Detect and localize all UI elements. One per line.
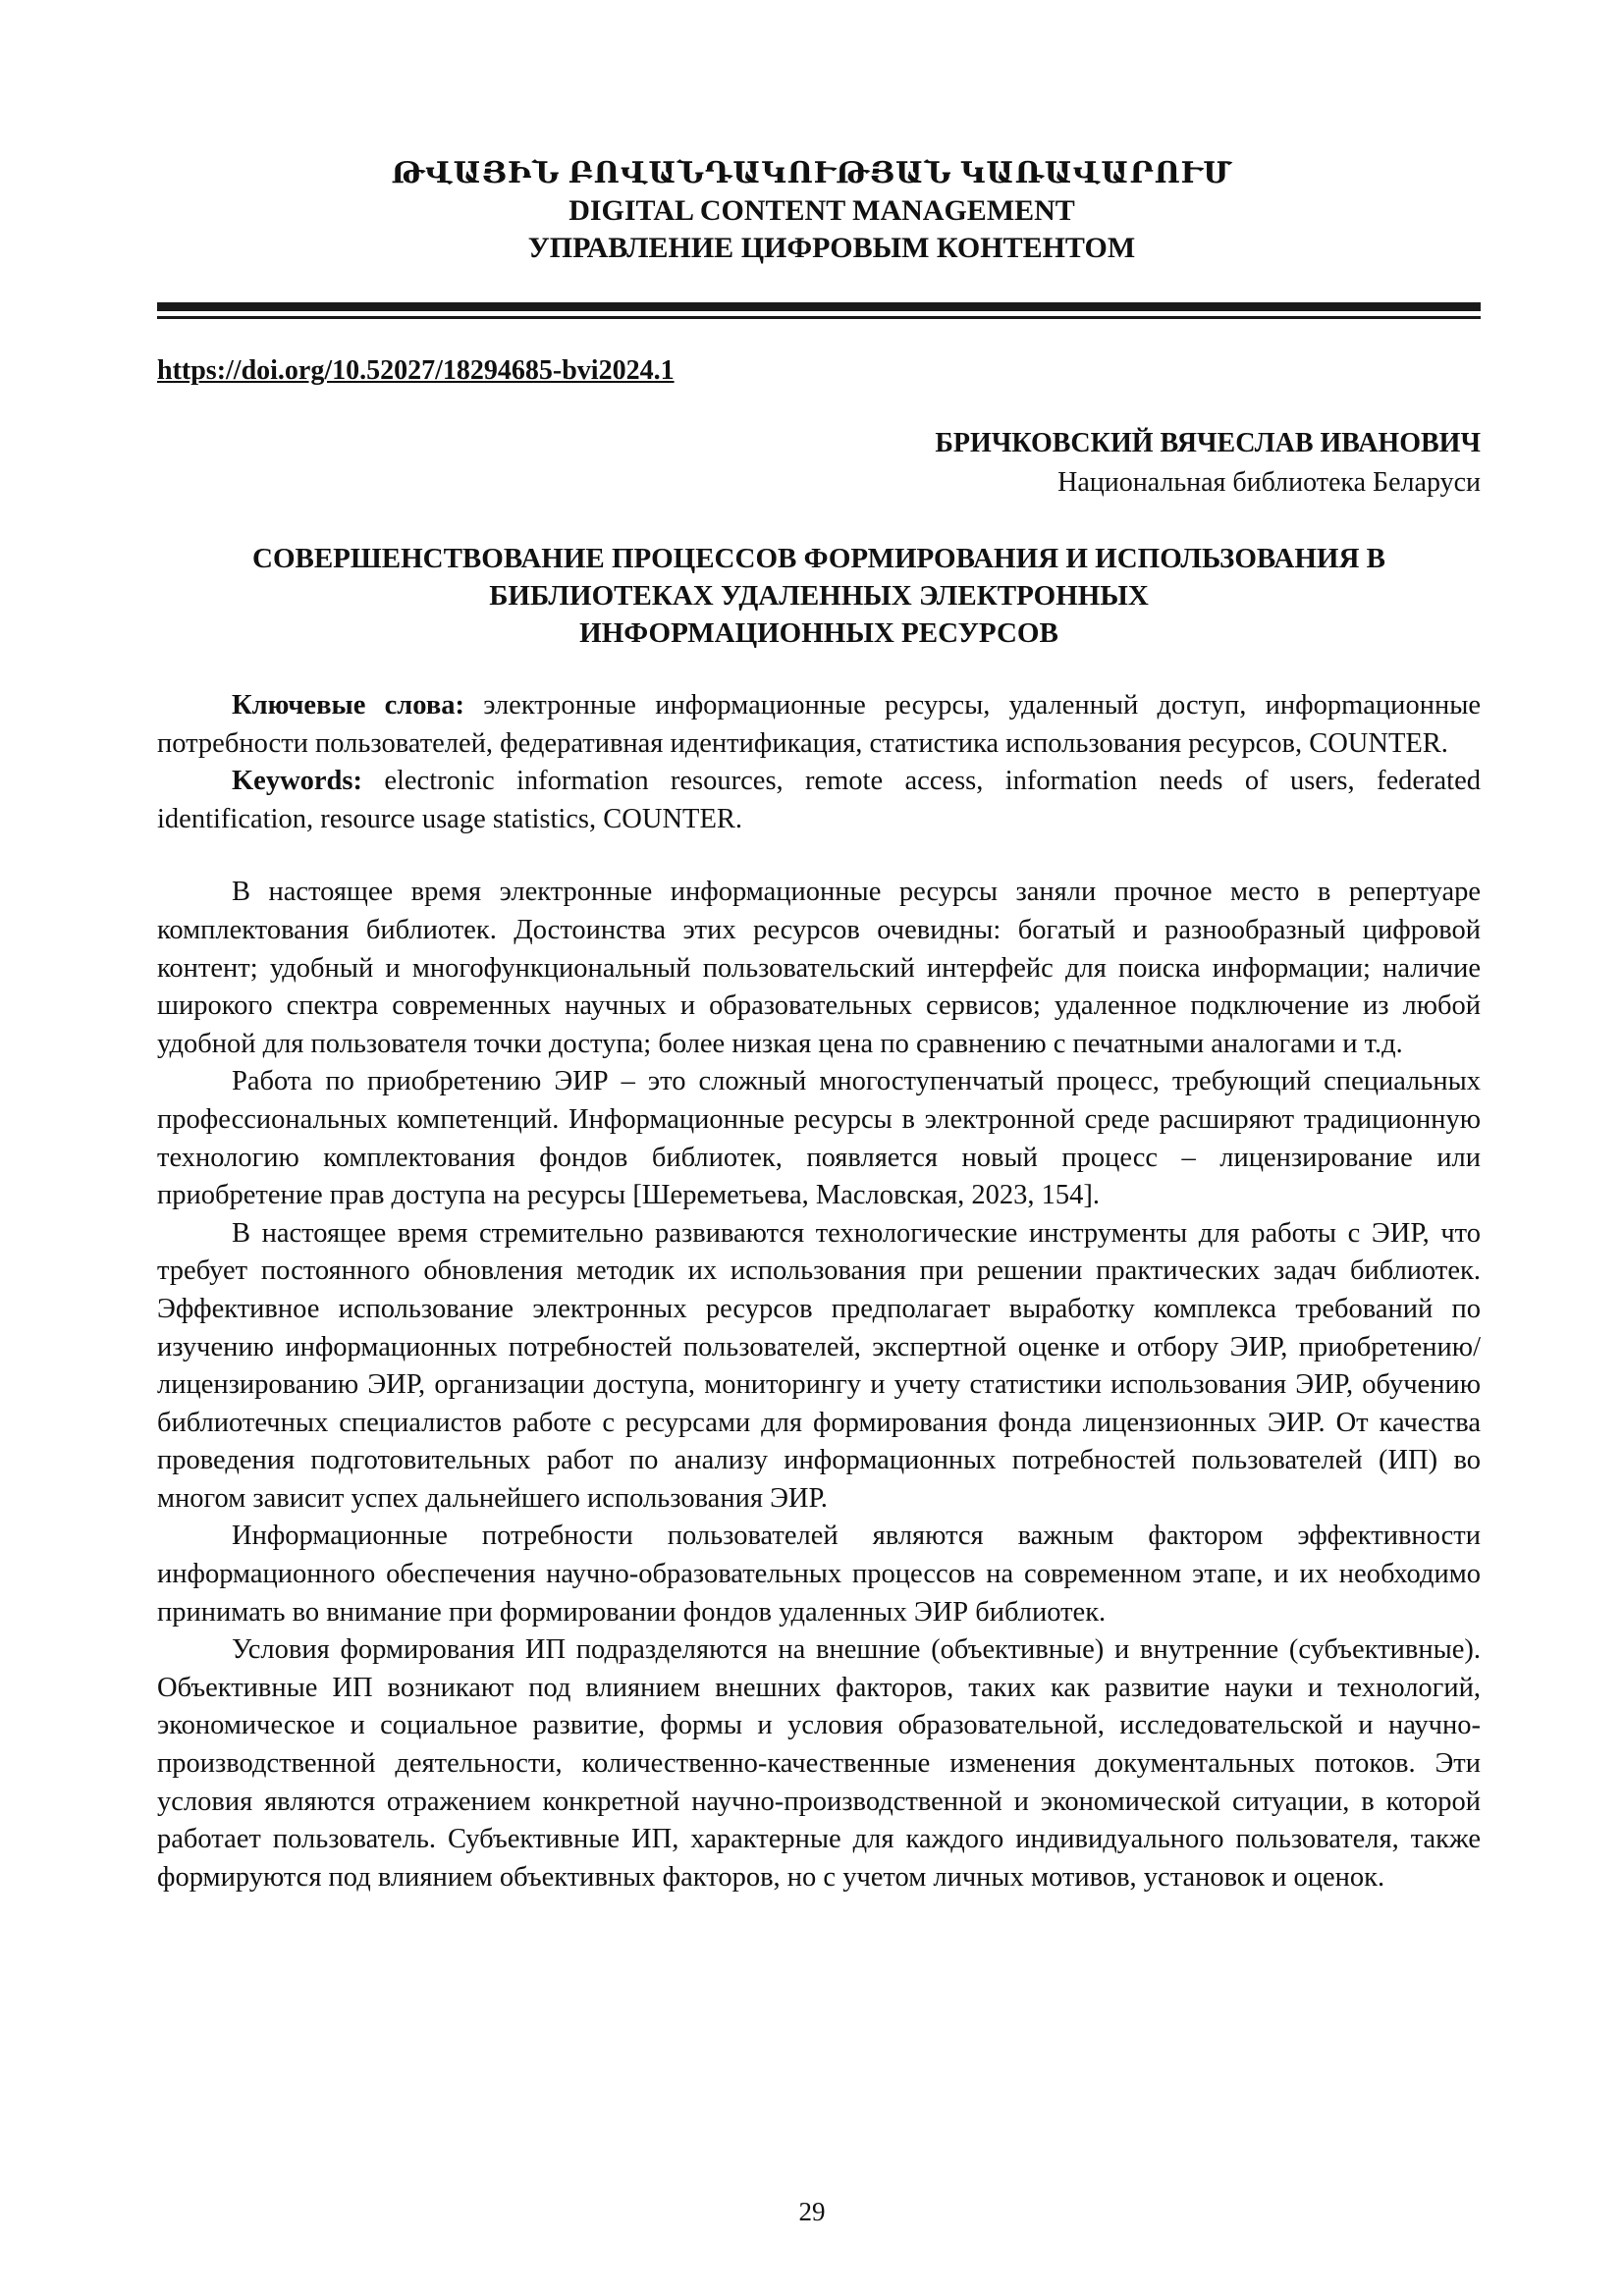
section-title-russian: УПРАВЛЕНИЕ ЦИФРОВЫМ КОНТЕНТОМ [527, 232, 1136, 264]
author-name: БРИЧКОВСКИЙ ВЯЧЕСЛАВ ИВАНОВИЧ [935, 428, 1481, 458]
body-paragraph: В настоящее время стремительно развиваются технологические инструменты для работы с ЭИР, что требует постоянного обновления методик их использования при решении практических задач библиотек. Эффективное использование электронных ресурсов предполагает выработку комплекса требований по изучению информационных потребностей пользователей, экспертной оценке и отбору ЭИР, приобретению/лицензированию ЭИР, организации доступа, мониторингу и учету статистики использования ЭИР, обучению библиотечных специалистов работе с ресурсами для формирования фонда лицензионных ЭИР. От качества проведения подготовительных работ по анализу информационных потребностей пользователей (ИП) во многом зависит успех дальнейшего использования ЭИР. [157, 1217, 1481, 1514]
page-number: 29 [798, 2197, 826, 2226]
body-paragraph: Работа по приобретению ЭИР – это сложный многоступенчатый процесс, требующий специальных профессиональных компетенций. Информационные ресурсы в электронной среде расширяют традиционную технологию комплектования фондов библиотек, появляется новый процесс – лицензирование или приобретение прав доступа на ресурсы [Шереметьева, Масловская, 2023, 154]. [157, 1066, 1481, 1211]
author-affiliation: Национальная библиотека Беларуси [1057, 467, 1481, 498]
section-title-english: DIGITAL CONTENT MANAGEMENT [568, 194, 1075, 227]
header-divider-thin [157, 316, 1481, 319]
keywords-text: electronic information resources, remote access, information needs of users, federated identification, resource usage statistics, COUNTER. [157, 766, 1481, 834]
keywords-english [157, 763, 1481, 838]
body-paragraph: Условия формирования ИП подразделяются на внешние (объективные) и внутренние (субъективные). Объективные ИП возникают под влиянием внешних факторов, таких как развитие науки и технологий, экономическое и социальное развитие, формы и условия образовательной, исследовательской и научно-производственной деятельности, количественно-качественные изменения документальных потоков. Эти условия являются отражением конкретной научно-производственной и экономической ситуации, в которой работает пользователь. Субъективные ИП, характерные для каждого индивидуального пользователя, также формируются под влиянием объективных факторов, но с учетом личных мотивов, установок и оценок. [157, 1634, 1481, 1893]
header-divider-thick [157, 302, 1481, 311]
body-paragraph: Информационные потребности пользователей являются важным фактором эффективности информационного обеспечения научно-образовательных процессов на современном этапе, и их необходимо принимать во внимание при формировании фондов удаленных ЭИР библиотек. [157, 1521, 1481, 1628]
article-title [157, 540, 1481, 652]
author-block [935, 424, 1481, 503]
journal-section-header [0, 155, 1624, 267]
article-title-line: СОВЕРШЕНСТВОВАНИЕ ПРОЦЕССОВ ФОРМИРОВАНИЯ И ИСПОЛЬЗОВАНИЯ В [252, 543, 1385, 574]
doi-link[interactable]: https://doi.org/10.52027/18294685-bvi2024.1 [157, 355, 675, 386]
article-title-line: БИБЛИОТЕКАХ УДАЛЕННЫХ ЭЛЕКТРОННЫХ [489, 580, 1149, 612]
section-title-armenian: ԹՎԱՅԻՆ ԲՈՎԱՆԴԱԿՈՒԹՅԱՆ ԿԱՌԱՎԱՐՈՒՄ [391, 157, 1233, 189]
keywords-text: электронные информационные ресурсы, удаленный доступ, инфорmационные потребности пользователей, федеративная идентификация, статистика использования ресурсов, COUNTER. [157, 690, 1481, 759]
keywords-label: Keywords: [232, 766, 362, 797]
keywords-russian [157, 687, 1481, 763]
article-title-line: ИНФОРМАЦИОННЫХ РЕСУРСОВ [579, 617, 1058, 649]
article-body [157, 687, 1481, 1896]
keywords-label: Ключевые слова: [232, 690, 464, 721]
body-paragraph: В настоящее время электронные информационные ресурсы заняли прочное место в репертуаре комплектования библиотек. Достоинства этих ресурсов очевидны: богатый и разнообразный цифровой контент; удобный и многофункциональный пользовательский интерфейс для поиска информации; наличие широкого спектра современных научных и образовательных сервисов; удаленное подключение из любой удобной для пользователя точки доступа; более низкая цена по сравнению с печатными аналогами и т.д. [157, 877, 1481, 1059]
